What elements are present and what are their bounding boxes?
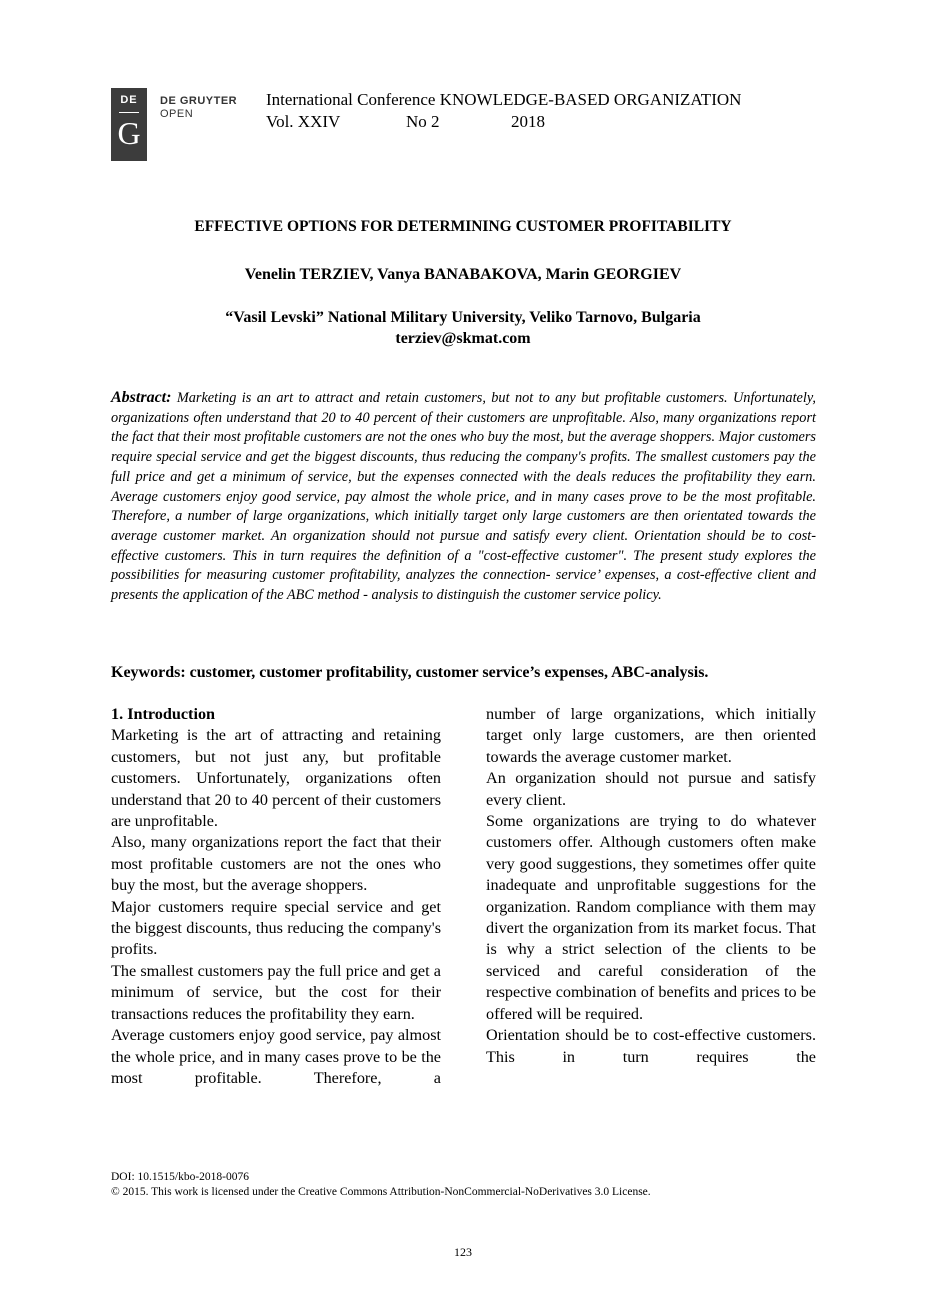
paper-authors: Venelin TERZIEV, Vanya BANABAKOVA, Marin GEORGIEV — [244, 266, 682, 283]
publisher-brand — [160, 95, 237, 120]
logo-bottom-text: G — [117, 115, 141, 151]
affiliation: “Vasil Levski” National Military University, Veliko Tarnovo, Bulgaria — [225, 309, 701, 326]
conference-volume: Vol. XXIV — [266, 112, 341, 131]
section-heading: 1. Introduction — [111, 705, 216, 723]
footer — [111, 1170, 651, 1200]
publisher-name: DE GRUYTER — [160, 95, 238, 107]
paragraph: Some organizations are trying to do whatever customers offer. Although customers often make very good suggestions, they sometimes offer quite inadequate and unprofitable suggestions for the organization. Random compliance with them may divert the organization from its market focus. That is why a strict selection of the clients to be serviced and careful consideration of the respective combination of benefits and prices to be offered will be required. — [486, 812, 816, 1023]
abstract-label: Abstract: — [111, 389, 172, 406]
logo-divider — [119, 112, 139, 113]
abstract — [111, 388, 816, 606]
page-number: 123 — [454, 1245, 472, 1259]
affiliation-block — [0, 307, 926, 349]
paragraph: Marketing is the art of attracting and retaining customers, but not just any, but profitable customers. Unfortunately, organizations often understand that 20 to 40 percent of their customers are unprofitable. — [111, 726, 441, 831]
paragraph: number of large organizations, which initially target only large customers, are then oriented towards the average customer market. — [486, 705, 816, 766]
conference-name: International Conference KNOWLEDGE-BASED ORGANIZATION — [266, 90, 742, 109]
paragraph: The smallest customers pay the full price and get a minimum of service, but the cost for their transactions reduces the profitability they earn. — [111, 961, 441, 1023]
logo-top-text: DE — [120, 94, 138, 106]
keywords: Keywords: customer, customer profitability, customer service’s expenses, ABC-analysis. — [111, 664, 709, 681]
paragraph: Major customers require special service and get the biggest discounts, thus reducing the company's profits. — [111, 897, 441, 959]
left-column — [111, 704, 441, 1089]
right-column — [486, 704, 816, 1068]
doi: DOI: 10.1515/kbo-2018-0076 — [111, 1171, 249, 1183]
conference-header — [266, 89, 741, 133]
author-email: terziev@skmat.com — [395, 330, 531, 347]
publisher-logo — [111, 88, 147, 161]
abstract-text: Marketing is an art to attract and retain customers, but not to any but profitable customers. Unfortunately, organizations often understand that 20 to 40 percent of their customers are unprofitable. Also, many organizations report the fact that their most profitable customers are not the ones who buy the most, but the average shoppers. Major customers require special service and get the biggest discounts, thus reducing the company's profits. The smallest customers pay the full price and get a minimum of service, but the expenses connected with the deals reduces the profitability they earn. Average customers enjoy good service, pay almost the whole price, and in many cases prove to be the most profitable. Therefore, a number of large organizations, which initially target only large customers are then orientated towards the average customer market. An organization should not pursue and satisfy every client. Orientation should be to cost-effective customers. This in turn requires the definition of a "cost-effective customer". The present study explores the possibilities for measuring customer profitability, analyzes the connection- service’ expenses, a cost-effective client and presents the application of the ABC method - analysis to distinguish the customer service policy. — [111, 390, 816, 604]
paragraph: Average customers enjoy good service, pay almost the whole price, and in many cases prove to be the most profitable. Therefore, a — [111, 1026, 441, 1087]
paragraph: Orientation should be to cost-effective customers. This in turn requires the — [486, 1026, 816, 1066]
conference-number: No 2 — [406, 112, 440, 131]
conference-year: 2018 — [511, 112, 545, 131]
paper-title: EFFECTIVE OPTIONS FOR DETERMINING CUSTOMER PROFITABILITY — [194, 218, 732, 235]
paragraph: Also, many organizations report the fact that their most profitable customers are not the ones who buy the most, but the average shoppers. — [111, 833, 441, 895]
license: © 2015. This work is licensed under the Creative Commons Attribution-NonCommercial-NoDerivatives 3.0 License. — [111, 1186, 651, 1198]
publisher-sub: OPEN — [160, 108, 194, 120]
paragraph: An organization should not pursue and satisfy every client. — [486, 769, 816, 809]
